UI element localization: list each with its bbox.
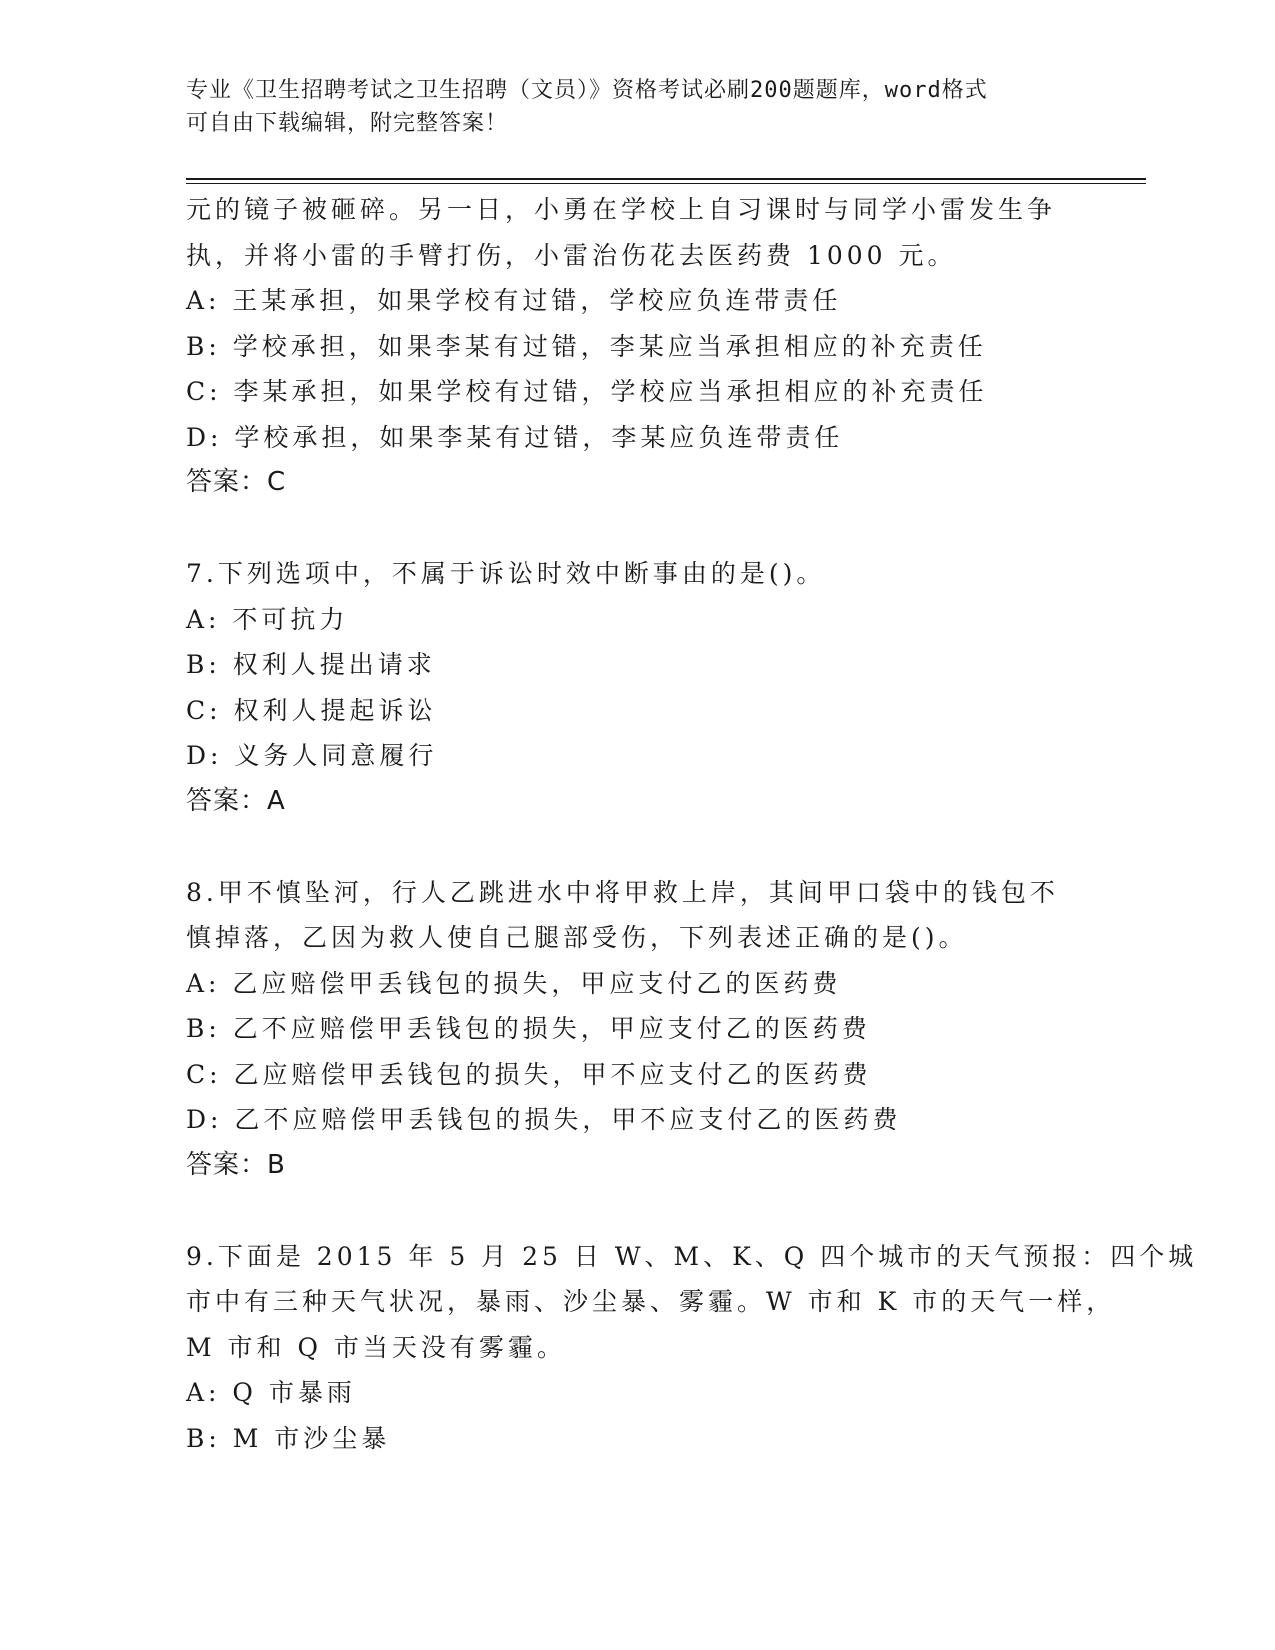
question-stem: 慎掉落，乙因为救人使自己腿部受伤，下列表述正确的是()。 (186, 923, 968, 952)
question-stem: M 市和 Q 市当天没有雾霾。 (186, 1332, 566, 1362)
answer-line: 答案：A (186, 785, 286, 816)
document-header (186, 74, 1086, 140)
question-text-line: 元的镜子被砸碎。另一日，小勇在学校上自习课时与同学小雷发生争 (186, 195, 1057, 224)
option-a: A: 王某承担，如果学校有过错，学校应负连带责任 (186, 286, 842, 315)
option-b: B: 权利人提出请求 (186, 650, 436, 679)
option-c: C: 权利人提起诉讼 (186, 695, 437, 725)
spacer (186, 1188, 1086, 1234)
question-stem: 7.下列选项中，不属于诉讼时效中断事由的是()。 (186, 559, 826, 588)
option-b: B: 学校承担，如果李某有过错，李某应当承担相应的补充责任 (186, 331, 987, 361)
question-7 (186, 551, 1086, 824)
option-a: A: 不可抗力 (186, 604, 349, 634)
question-stem: 市中有三种天气状况，暴雨、沙尘暴、雾霾。W 市和 K 市的天气一样， (186, 1287, 1116, 1316)
header-divider-thin (186, 183, 1146, 184)
option-d: D: 学校承担，如果李某有过错，李某应负连带责任 (186, 422, 844, 452)
option-c: C: 乙应赔偿甲丢钱包的损失，甲不应支付乙的医药费 (186, 1059, 872, 1089)
option-d: D: 义务人同意履行 (186, 741, 438, 770)
question-stem: 9.下面是 2015 年 5 月 25 日 W、M、K、Q 四个城市的天气预报：四个城 (186, 1241, 1198, 1271)
option-c: C: 李某承担，如果学校有过错，学校应当承担相应的补充责任 (186, 377, 988, 406)
option-a: A: Q 市暴雨 (186, 1378, 356, 1407)
header-title-line-2: 可自由下载编辑，附完整答案！ (186, 111, 509, 136)
header-title-line-1: 专业《卫生招聘考试之卫生招聘（文员）》资格考试必刷200题题库，word格式 (186, 78, 988, 103)
answer-line: 答案：C (186, 467, 287, 497)
option-a: A: 乙应赔偿甲丢钱包的损失，甲应支付乙的医药费 (186, 968, 842, 998)
option-d: D: 乙不应赔偿甲丢钱包的损失，甲不应支付乙的医药费 (186, 1105, 902, 1134)
question-9 (186, 1234, 1198, 1462)
question-6-continued (186, 187, 1086, 506)
spacer (186, 506, 1086, 552)
answer-line: 答案：B (186, 1149, 286, 1180)
question-stem: 8.甲不慎坠河，行人乙跳进水中将甲救上岸，其间甲口袋中的钱包不 (186, 877, 1059, 907)
header-divider-thick (186, 178, 1146, 180)
question-text-line: 执，并将小雷的手臂打伤，小雷治伤花去医药费 1000 元。 (186, 240, 957, 270)
question-8 (186, 870, 1086, 1189)
option-b: B: M 市沙尘暴 (186, 1423, 391, 1453)
document-body (186, 187, 1198, 1461)
option-b: B: 乙不应赔偿甲丢钱包的损失，甲应支付乙的医药费 (186, 1014, 871, 1043)
spacer (186, 824, 1086, 870)
